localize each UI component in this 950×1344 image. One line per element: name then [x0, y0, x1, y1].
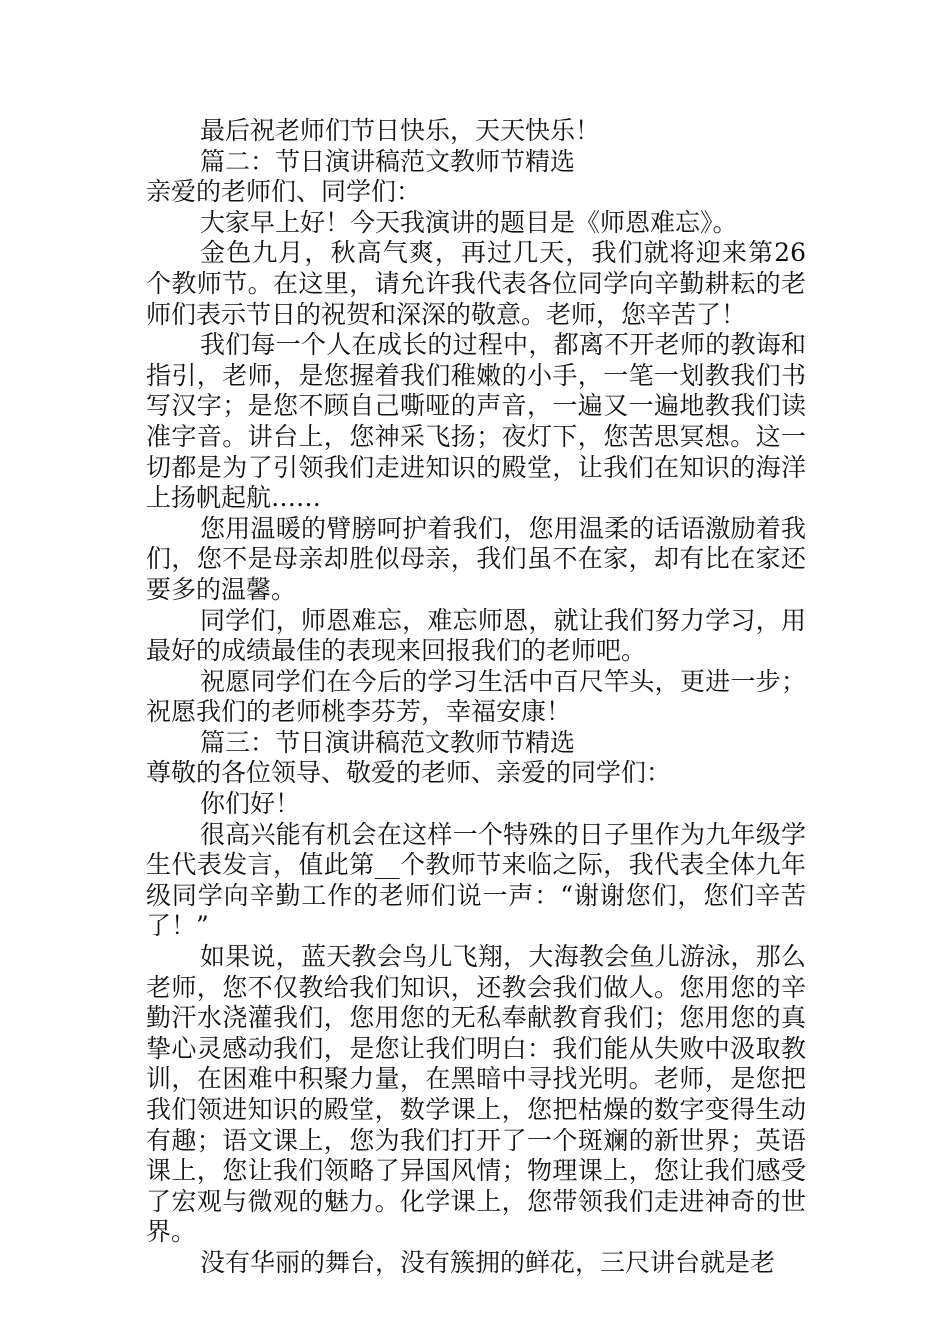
- paragraph-greeting-topic: 大家早上好！今天我演讲的题目是《师恩难忘》。: [200, 207, 738, 237]
- section-heading-part-three: 篇三：节日演讲稿范文教师节精选: [200, 727, 576, 757]
- paragraph-wishes: 祝愿同学们在今后的学习生活中百尺竿头，更进一步；祝愿我们的老师桃李芬芳，幸福安康！: [146, 666, 806, 727]
- paragraph-growth-guidance: 我们每一个人在成长的过程中，都离不开老师的教诲和指引，老师，是您握着我们稚嫩的小手，一笔一划教我们书写汉字；是您不顾自己嘶哑的声音，一遍又一遍地教我们读准字音。讲台上，您神采飞扬；夜灯下，您苦思冥想。这一切都是为了引领我们走进知识的殿堂，让我们在知识的海洋上扬帆起航……: [146, 330, 806, 513]
- paragraph-no-gorgeous-stage: 没有华丽的舞台，没有簇拥的鲜花，三尺讲台就是老: [200, 1247, 776, 1277]
- paragraph-student-representative: 很高兴能有机会在这样一个特殊的日子里作为九年级学生代表发言，值此第__个教师节来临之际，我代表全体九年级同学向辛勤工作的老师们说一声：“谢谢您们，您们辛苦了！”: [146, 819, 806, 941]
- section-heading-part-two: 篇二：节日演讲稿范文教师节精选: [200, 146, 576, 176]
- paragraph-warm-arms: 您用温暖的臂膀呵护着我们，您用温柔的话语激励着我们，您不是母亲却胜似母亲，我们虽不在家，却有比在家还要多的温馨。: [146, 513, 806, 604]
- paragraph-hello: 你们好！: [200, 789, 301, 819]
- paragraph-if-the-sky: 如果说，蓝天教会鸟儿飞翔，大海教会鱼儿游泳，那么老师，您不仅教给我们知识，还教会我们做人。您用您的辛勤汗水浇灌我们，您用您的无私奉献教育我们；您用您的真挚心灵感动我们，是您让我们明白：我们能从失败中汲取教训，在困难中积聚力量，在黑暗中寻找光明。老师，是您把我们领进知识的殿堂，数学课上，您把枯燥的数字变得生动有趣；语文课上，您为我们打开了一个斑斓的新世界；英语课上，您让我们领略了异国风情；物理课上，您让我们感受了宏观与微观的魅力。化学课上，您带领我们走进神奇的世界。: [146, 942, 806, 1247]
- paragraph-closing-wish: 最后祝老师们节日快乐，天天快乐！: [200, 116, 601, 145]
- paragraph-golden-september: 金色九月，秋高气爽，再过几天，我们就将迎来第26个教师节。在这里，请允许我代表各位同学向辛勤耕耘的老师们表示节日的祝贺和深深的敬意。老师，您辛苦了！: [146, 238, 806, 329]
- salutation-teachers-students: 亲爱的老师们、同学们：: [146, 177, 422, 207]
- salutation-leaders-teachers-students: 尊敬的各位领导、敬爱的老师、亲爱的同学们：: [146, 758, 672, 788]
- paragraph-study-hard: 同学们，师恩难忘，难忘师恩，就让我们努力学习，用最好的成绩最佳的表现来回报我们的老师吧。: [146, 605, 806, 666]
- document-body: [146, 116, 806, 1279]
